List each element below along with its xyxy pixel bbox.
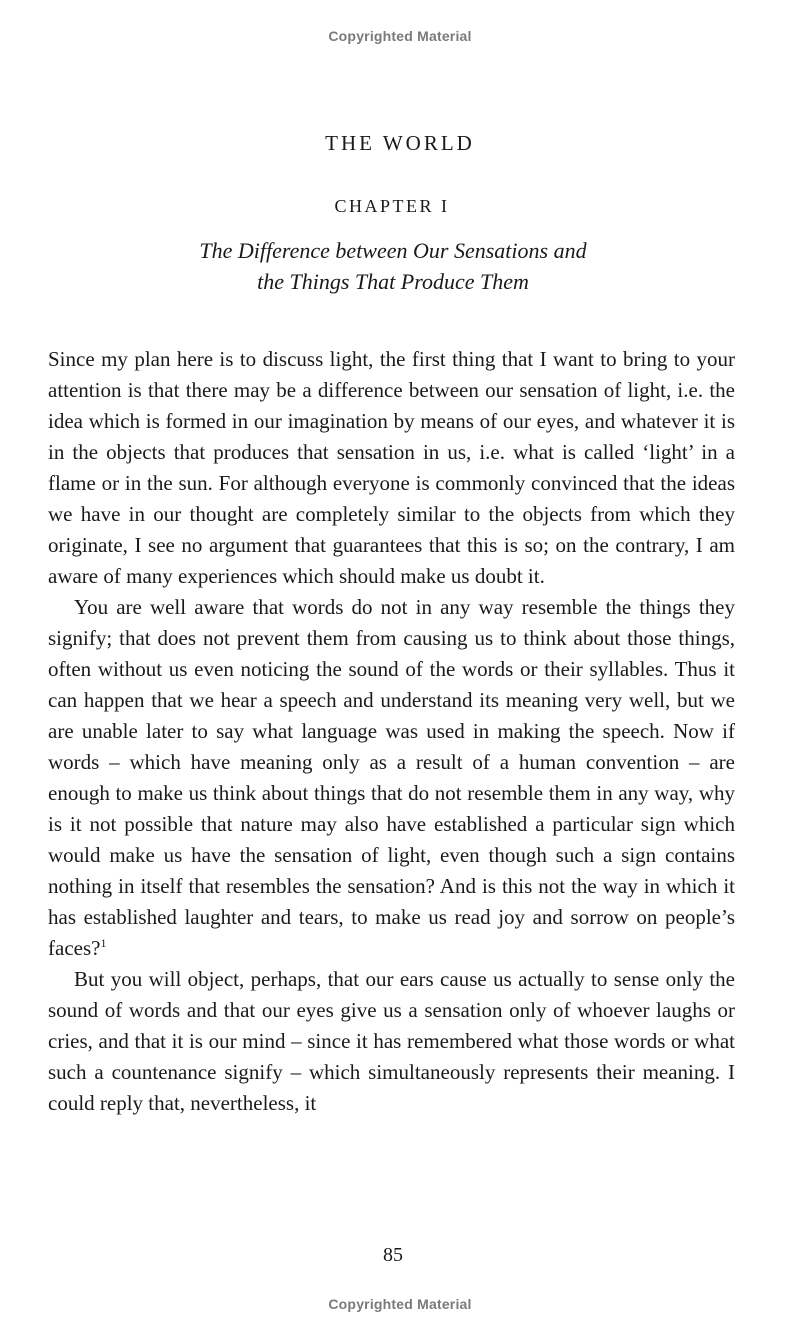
footnote-marker[interactable]: 1 bbox=[100, 936, 107, 950]
paragraph-1: Since my plan here is to discuss light, the first thing that I want to bring to your attention is that there may be a difference between our sensation of light, i.e. the idea which is formed in our imagination by means of our eyes, and whatever it is in the objects that produces that sensation in us, i.e. what is called ‘light’ in a flame or in the sun. For although everyone is commonly convinced that the ideas we have in our thought are completely similar to the objects from which they originate, I see no argument that guarantees that this is so; on the contrary, I am aware of many experiences which should make us doubt it. bbox=[48, 347, 735, 588]
copyright-watermark-top: Copyrighted Material bbox=[328, 28, 472, 44]
paragraph-2 bbox=[48, 592, 735, 964]
paragraph-2-text: You are well aware that words do not in any way resemble the things they signify; that does not prevent them from causing us to think about those things, often without us even noticing the sound of the words or their syllables. Thus it can happen that we hear a speech and understand its meaning very well, but we are unable later to say what language was used in making the speech. Now if words – which have meaning only as a result of a human convention – are enough to make us think about things that do not resemble them in any way, why is it not possible that nature may also have established a particular sign which would make us have the sensation of light, even though such a sign contains nothing in itself that resembles the sensation? And is this not the way in which it has established laughter and tears, to make us read joy and sorrow on people’s faces? bbox=[48, 595, 735, 960]
chapter-label: CHAPTER I bbox=[334, 196, 450, 216]
running-title: THE WORLD bbox=[325, 131, 475, 155]
chapter-title-line-2: the Things That Produce Them bbox=[257, 269, 529, 294]
chapter-title-line-1: The Difference between Our Sensations and bbox=[199, 238, 587, 263]
paragraph-3: But you will object, perhaps, that our ears cause us actually to sense only the sound of words and that our eyes give us a sensation only of whoever laughs or cries, and that it is our mind – since it has remembered what those words or what such a countenance signify – which simultaneously represents their meaning. I could reply that, nevertheless, it bbox=[48, 967, 735, 1115]
chapter-title bbox=[0, 235, 786, 297]
copyright-watermark-bottom: Copyrighted Material bbox=[328, 1296, 472, 1312]
body-text bbox=[48, 344, 735, 1119]
page-number: 85 bbox=[383, 1244, 403, 1266]
